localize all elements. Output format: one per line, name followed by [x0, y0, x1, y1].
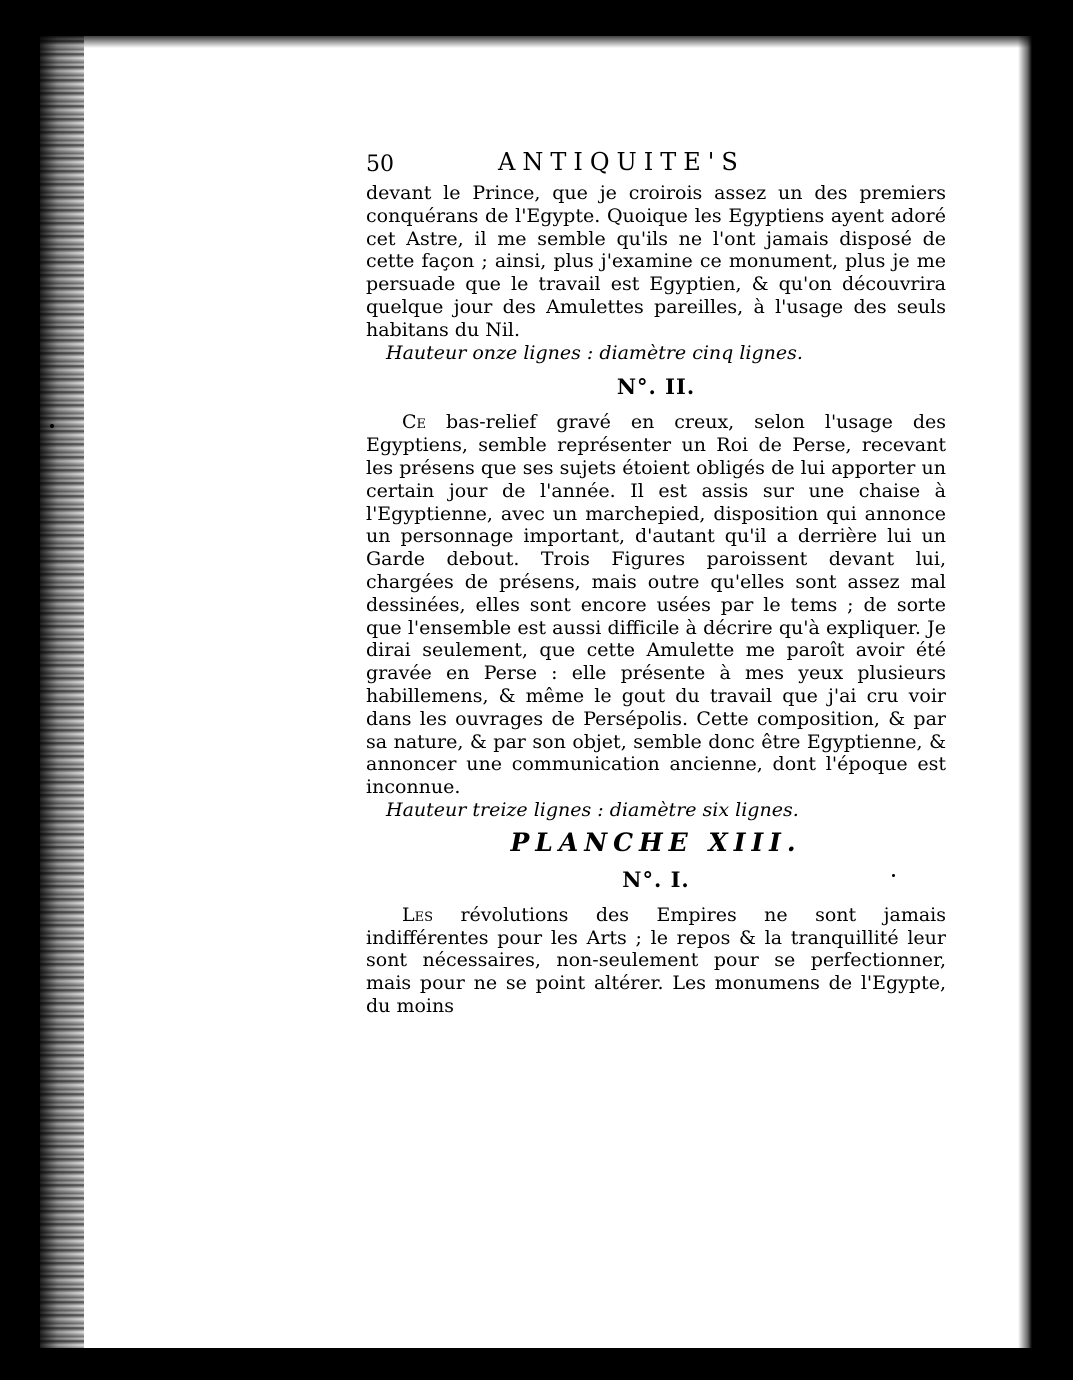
scan-speck	[50, 424, 54, 428]
scan-edge-left	[40, 36, 84, 1348]
scan-edge-top	[40, 36, 1032, 48]
plate-heading: PLANCHE XIII.	[510, 827, 802, 857]
dimensions-caption: Hauteur onze lignes : diamètre cinq lignes.	[386, 341, 803, 364]
dimensions-caption: Hauteur treize lignes : diamètre six lignes.	[386, 798, 799, 821]
running-head	[366, 148, 946, 182]
section-heading-no-1: N°. I.	[622, 866, 690, 892]
lead-word: Ce	[402, 411, 427, 434]
paragraph-no-1	[366, 904, 946, 1018]
running-title: ANTIQUITE'S	[498, 148, 745, 176]
page-number: 50	[366, 152, 394, 177]
text-column	[366, 148, 946, 1018]
paragraph-no-2	[366, 411, 946, 799]
paragraph-text: révolutions des Empires ne sont jamais indifférentes pour les Arts ; le repos & la tranquillité leur sont nécessaires, non-seulement pour se perfectionner, mais pour ne se point altérer. Les monumens de l'Egypte, du moins	[366, 903, 946, 1017]
scan-edge-right	[1018, 36, 1032, 1348]
paragraph-continued: devant le Prince, que je croirois assez un des premiers conquérans de l'Egypte. Quoique les Egyptiens ayent adoré cet Astre, il me semble qu'ils ne l'ont jamais disposé de cette façon ; ainsi, plus j'examine ce monument, plus je me persuade que le travail est Egyptien, & qu'on découvrira quelque jour des Amulettes pareilles, à l'usage des seuls habitans du Nil.	[366, 182, 946, 341]
lead-word: Les	[402, 903, 434, 926]
page-body	[366, 182, 946, 1018]
book-page	[40, 36, 1032, 1348]
section-heading-no-2: N°. II.	[616, 374, 696, 400]
paragraph-text: bas-relief gravé en creux, selon l'usage des Egyptiens, semble représenter un Roi de Perse, recevant les présens que ses sujets étoient obligés de lui apporter un certain jour de l'année. Il est assis sur une chaise à l'Egyptienne, avec un marchepied, disposition qui annonce un personnage important, d'autant qu'il a derrière lui un Garde debout. Trois Figures paroissent devant lui, chargées de présens, mais outre qu'elles sont assez mal dessinées, elles sont encore usées par le tems ; de sorte que l'ensemble est aussi difficile à décrire qu'à expliquer. Je dirai seulement, que cette Amulette me paroît avoir été gravée en Perse : elle présente à mes yeux plusieurs habillemens, & même le gout du travail que j'ai cru voir dans les ouvrages de Persépolis. Cette composition, & par sa nature, & par son objet, semble donc être Egyptienne, & annoncer une communication ancienne, dont l'époque est inconnue.	[366, 411, 946, 799]
